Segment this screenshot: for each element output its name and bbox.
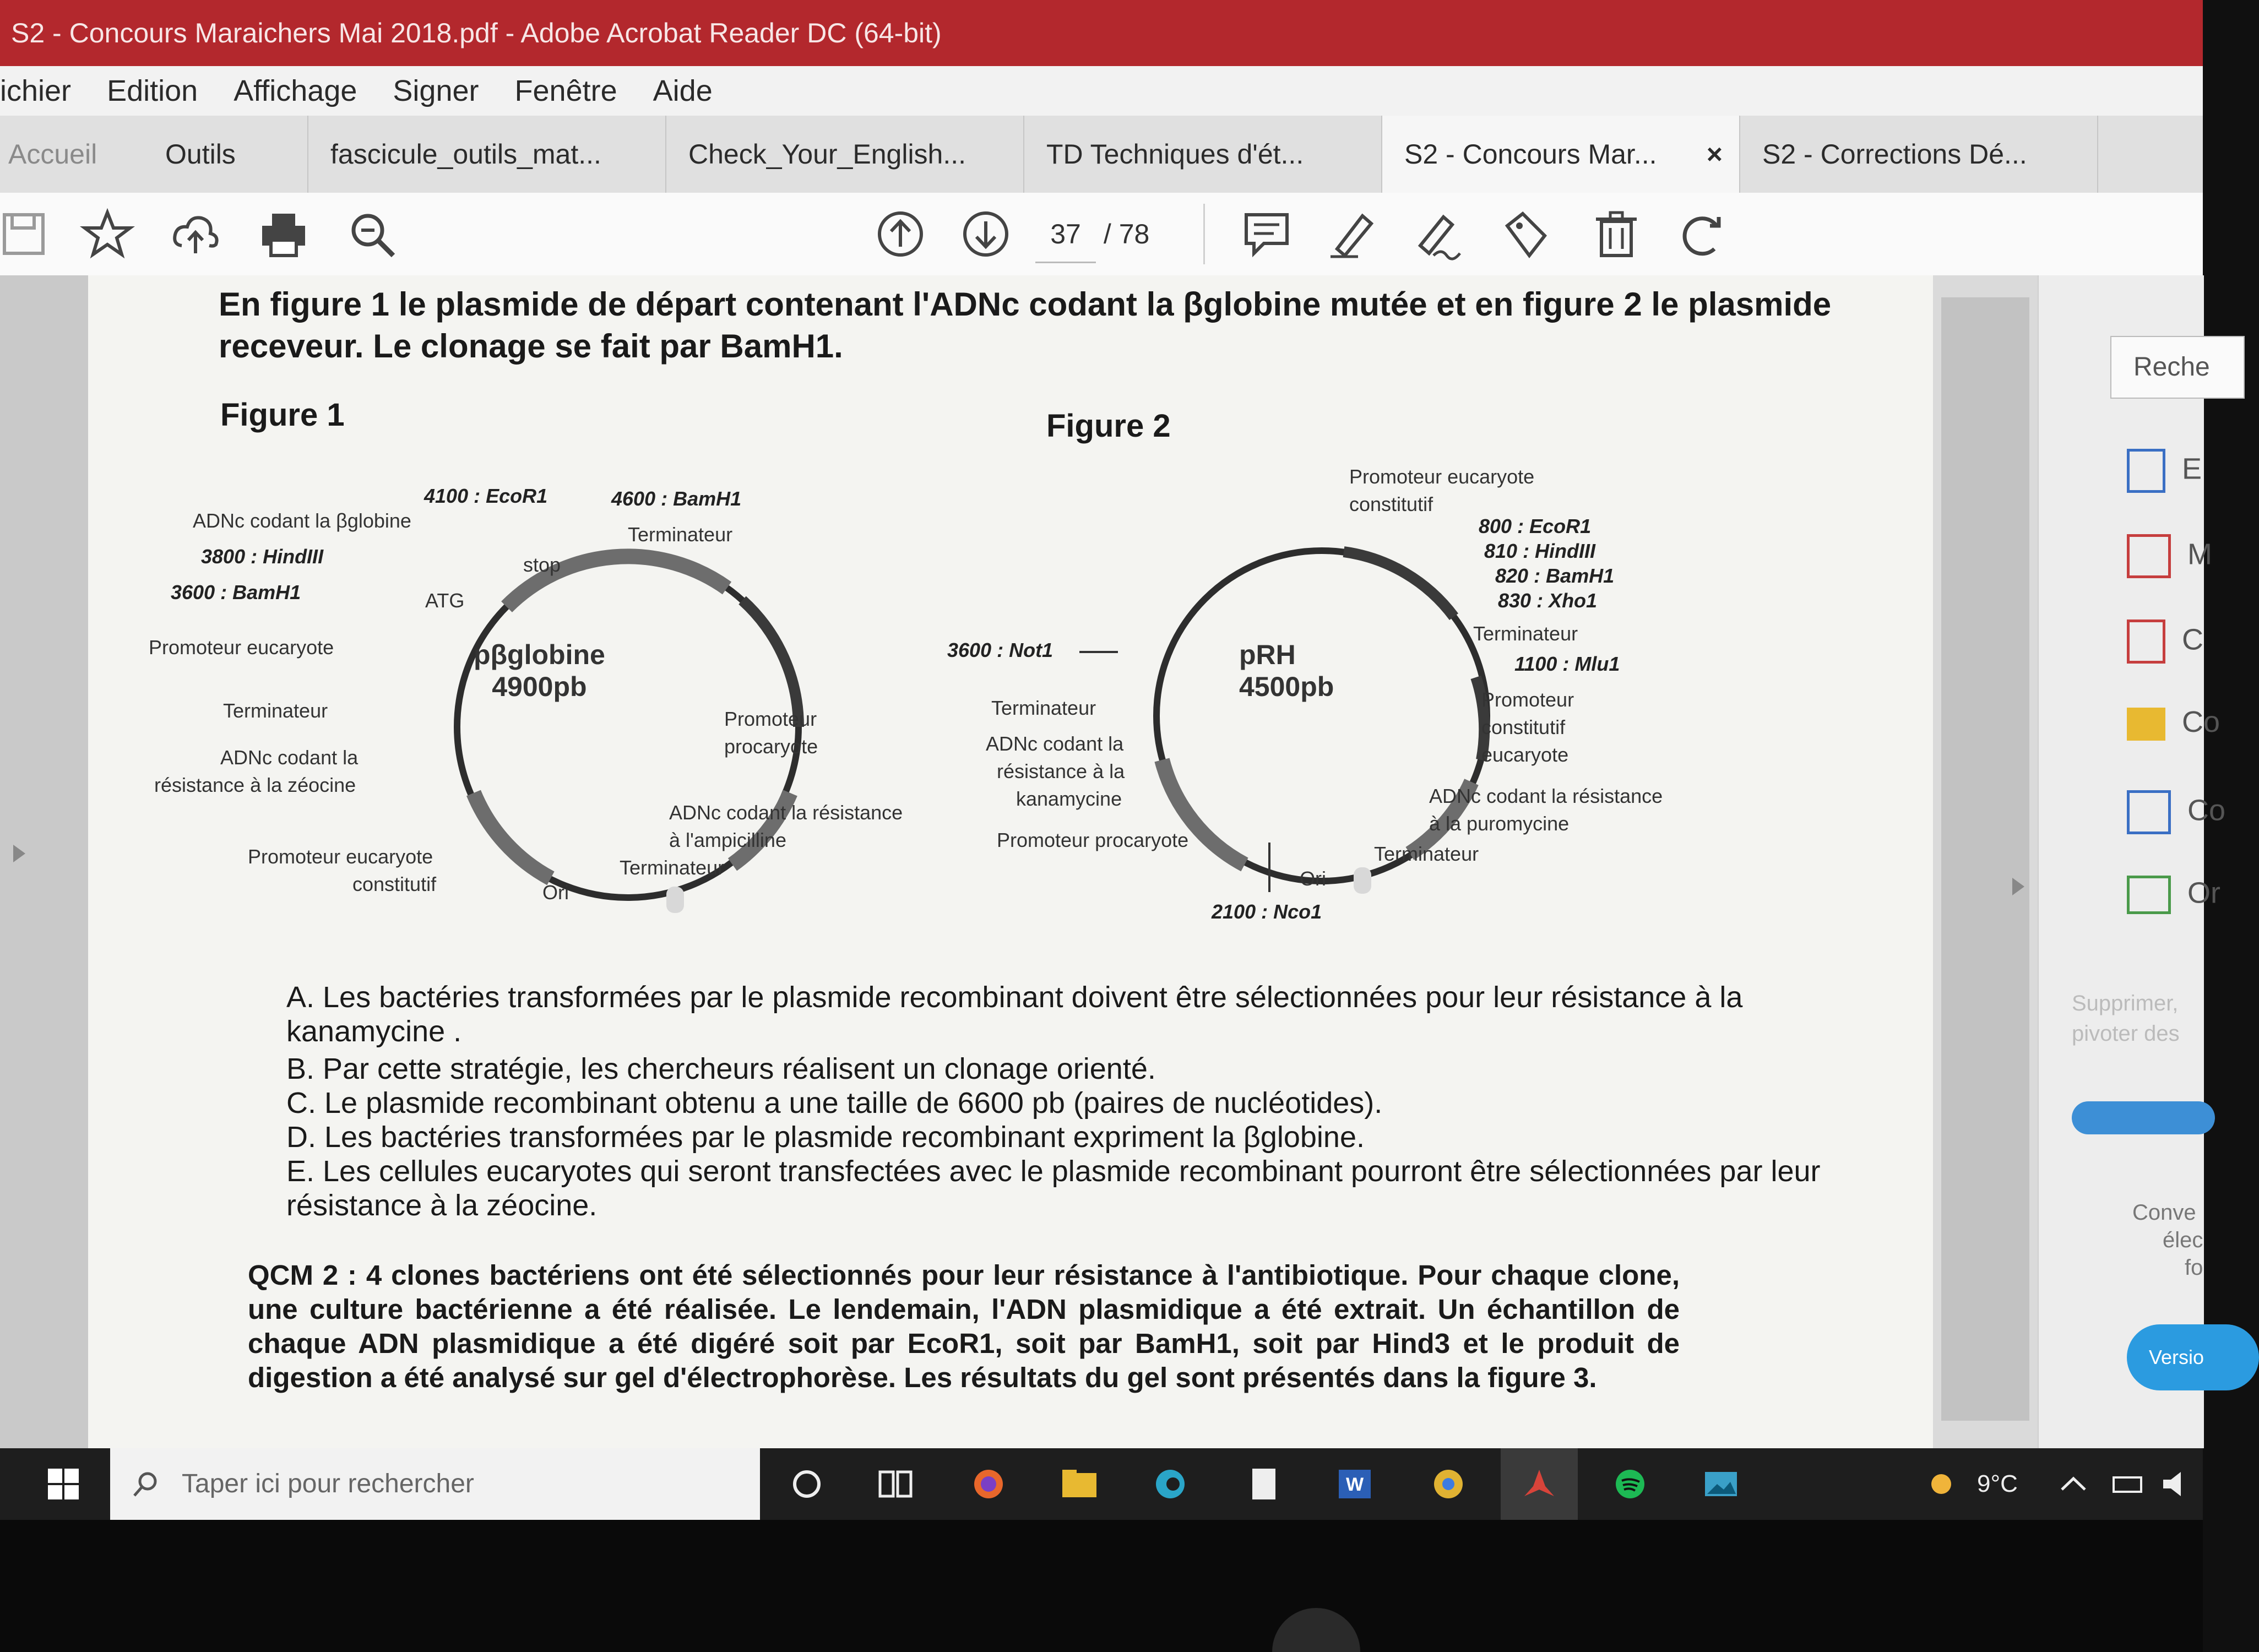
- hp-logo-icon: [1267, 1608, 1366, 1652]
- option-b: B. Par cette stratégie, les chercheurs réalisent un clonage orienté.: [286, 1052, 1156, 1085]
- window-title: S2 - Concours Maraichers Mai 2018.pdf - Adobe Acrobat Reader DC (64-bit): [0, 0, 2203, 66]
- tab-bar: [0, 116, 2203, 194]
- word-icon[interactable]: [1335, 1468, 1374, 1501]
- label-adnc-zeocine-2: résistance à la zéocine: [154, 774, 356, 796]
- option-e: E. Les cellules eucaryotes qui seront transfectées avec le plasmide recombinant pourront être sélectionnées par leur résistance à la zéocine.: [286, 1155, 1821, 1222]
- tab-outils[interactable]: Outils: [143, 116, 308, 193]
- hint-line-2: pivoter des: [2072, 1021, 2180, 1046]
- site-ecor1: 4100 : EcoR1: [424, 485, 548, 507]
- option-d: D. Les bactéries transformées par le plasmide recombinant expriment la βglobine.: [286, 1121, 1365, 1154]
- convert-line-3: fo: [2185, 1256, 2203, 1280]
- intro-text: En figure 1 le plasmide de départ contenant l'ADNc codant la βglobine mutée et en figure 2 le plasmide receveur. Le clonage se fait par BamH1.: [219, 286, 1832, 365]
- site-bamh1-top: 4600 : BamH1: [611, 487, 742, 510]
- expand-left-icon[interactable]: [11, 843, 28, 865]
- figure-1-title: Figure 1: [220, 397, 345, 433]
- label-terminateur-left: Terminateur: [223, 699, 328, 722]
- export-pdf-icon: [2127, 449, 2165, 493]
- combine-icon: [2127, 790, 2171, 834]
- zoom-icon[interactable]: [347, 209, 397, 259]
- menu-aide[interactable]: Aide: [653, 74, 713, 107]
- plasmid-1-size: 4900pb: [492, 671, 587, 702]
- print-icon[interactable]: [259, 209, 308, 259]
- svg-text:W: W: [1345, 1474, 1364, 1495]
- battery-icon[interactable]: [2109, 1468, 2148, 1501]
- file-explorer-icon[interactable]: [1060, 1468, 1099, 1501]
- taskbar: [0, 1448, 2203, 1520]
- cortana-icon[interactable]: [788, 1468, 826, 1501]
- tab-doc-check-english[interactable]: Check_Your_English...: [666, 116, 1024, 193]
- label-adnc-ampicilline-1: ADNc codant la résistance: [669, 801, 903, 824]
- spotify-icon[interactable]: [1611, 1468, 1649, 1501]
- tab-doc-concours[interactable]: [1382, 116, 1740, 193]
- site-bamh1: 820 : BamH1: [1495, 564, 1615, 587]
- taskbar-search-placeholder: Taper ici pour rechercher: [182, 1469, 474, 1498]
- segment-zeocine: [474, 793, 551, 878]
- qcm2-text: QCM 2 : 4 clones bactériens ont été sélectionnés pour leur résistance à l'antibiotique. Pour chaque clone, une culture bactérienne a été réalisée. Le lendemain, l'ADN plasmidique a été extrait. Un échantillon de chaque ADN plasmidique a été digéré soit par EcoR1, soit par BamH1, soit par Hind3 et le produit de digestion a été analysé sur gel d'électrophorèse. Les résultats du gel sont présentés dans la figure 3.: [248, 1259, 1680, 1393]
- label-atg: ATG: [425, 589, 465, 612]
- acrobat-icon: [1520, 1468, 1559, 1501]
- plasmid-2-name: pRH: [1239, 639, 1296, 670]
- menu-edition[interactable]: Edition: [107, 74, 198, 107]
- segment-promoteur-constitutif: [1344, 552, 1454, 617]
- label-terminateur-r1: Terminateur: [1473, 622, 1578, 645]
- pdf-page: [88, 275, 1933, 1448]
- label-ori-2: Ori: [1300, 867, 1326, 890]
- organize-icon: [2127, 534, 2171, 578]
- tool-item-5-label: Co: [2187, 794, 2226, 827]
- page-indicator: [1035, 206, 1201, 262]
- expand-right-icon[interactable]: [2010, 876, 2027, 898]
- label-ori-1: Ori: [542, 881, 569, 904]
- create-pdf-icon: [2127, 620, 2165, 664]
- toolbar: [0, 193, 2203, 276]
- label-adnc-kanamycine-1: ADNc codant la: [986, 732, 1124, 755]
- rotate-icon[interactable]: [1677, 209, 1726, 259]
- tools-pane: [2038, 275, 2226, 1448]
- plasmid-1-name: pβglobine: [474, 639, 605, 670]
- volume-icon[interactable]: [2159, 1468, 2197, 1501]
- label-adnc-puromycine-1: ADNc codant la résistance: [1429, 785, 1663, 807]
- highlight-pen-icon[interactable]: [1327, 209, 1377, 259]
- page-down-icon[interactable]: [961, 209, 1011, 259]
- close-icon[interactable]: ×: [1706, 139, 1723, 170]
- label-adnc-ampicilline-2: à l'ampicilline: [669, 829, 786, 851]
- firefox-icon[interactable]: [969, 1468, 1008, 1501]
- left-gutter: [0, 275, 88, 1448]
- action-button[interactable]: [2072, 1101, 2215, 1134]
- label-terminateur-r2: Terminateur: [1374, 843, 1479, 865]
- site-not1: 3600 : Not1: [947, 639, 1054, 661]
- sign-icon[interactable]: [1413, 209, 1462, 259]
- label-prom-euc-const-2: constitutif: [352, 873, 437, 895]
- site-ecor1: 800 : EcoR1: [1479, 515, 1592, 537]
- chrome-icon[interactable]: [1429, 1468, 1468, 1501]
- convert-line-1: Conve: [2132, 1200, 2196, 1225]
- trash-icon[interactable]: [1592, 209, 1641, 259]
- label-adnc-bglobine: ADNc codant la βglobine: [193, 509, 411, 532]
- label-adnc-zeocine-1: ADNc codant la: [220, 746, 359, 769]
- site-nco1: 2100 : Nco1: [1212, 900, 1322, 923]
- tab-doc-td-techniques[interactable]: TD Techniques d'ét...: [1024, 116, 1382, 193]
- label-prom-const-3: eucaryote: [1481, 743, 1569, 766]
- tool-item-6[interactable]: [2127, 876, 2220, 914]
- star-icon[interactable]: [83, 209, 132, 259]
- menu-bar: [0, 66, 2203, 116]
- acrobat-taskbar-button[interactable]: [1501, 1448, 1578, 1523]
- scrollbar-thumb[interactable]: [1941, 297, 2029, 1421]
- site-bamh1-left: 3600 : BamH1: [171, 581, 301, 604]
- save-icon[interactable]: [0, 209, 50, 259]
- option-c: C. Le plasmide recombinant obtenu a une taille de 6600 pb (paires de nucléotides).: [286, 1086, 1383, 1120]
- convert-line-2: élec: [2163, 1228, 2203, 1252]
- stamp-edit-icon[interactable]: [1501, 209, 1550, 259]
- tool-item-3[interactable]: [2127, 620, 2203, 664]
- menu-fenetre[interactable]: Fenêtre: [514, 74, 617, 107]
- weather-sun-icon: [1922, 1468, 1961, 1501]
- tool-item-1-label: E: [2182, 452, 2202, 486]
- search-icon: [132, 1470, 160, 1498]
- tab-doc-corrections[interactable]: S2 - Corrections Dé...: [1740, 116, 2098, 193]
- tab-label: S2 - Concours Mar...: [1404, 139, 1657, 170]
- toolbar-divider: [1203, 204, 1205, 264]
- tab-doc-fascicule[interactable]: fascicule_outils_mat...: [308, 116, 666, 193]
- plasmid-2-label: [1239, 639, 1334, 703]
- label-promoteur-eucaryote: Promoteur eucaryote: [149, 636, 334, 659]
- version-button[interactable]: Versio: [2127, 1324, 2259, 1390]
- label-promoteur-procaryote-1: Promoteur: [724, 708, 817, 730]
- search-tools-input[interactable]: Reche: [2110, 336, 2245, 399]
- plasmid-1-label: [474, 639, 605, 703]
- label-prom-euc-const-1: Promoteur eucaryote: [248, 845, 433, 868]
- tool-item-3-label: C: [2182, 623, 2203, 656]
- label-adnc-kanamycine-3: kanamycine: [1016, 787, 1122, 810]
- arrow-nco1: [1268, 843, 1270, 892]
- site-mlu1: 1100 : Mlu1: [1514, 653, 1620, 675]
- weather-temperature: 9°C: [1977, 1470, 2018, 1497]
- tab-accueil[interactable]: Accueil: [8, 139, 97, 170]
- tool-item-4-label: Co: [2182, 705, 2220, 738]
- optimize-icon: [2127, 876, 2171, 914]
- page-number-input[interactable]: 37: [1035, 206, 1096, 263]
- label-prom-euc-const-2: constitutif: [1349, 493, 1433, 515]
- tool-item-5[interactable]: [2127, 790, 2225, 834]
- label-adnc-puromycine-2: à la puromycine: [1429, 812, 1570, 835]
- site-hind3: 810 : HindIII: [1484, 540, 1596, 562]
- hint-line-1: Supprimer,: [2072, 991, 2179, 1015]
- tool-item-1[interactable]: [2127, 449, 2202, 493]
- ori-marker: [666, 887, 684, 913]
- page-up-icon[interactable]: [876, 209, 925, 259]
- label-terminateur-l: Terminateur: [991, 697, 1096, 719]
- ori-marker: [1354, 867, 1371, 894]
- label-adnc-kanamycine-2: résistance à la: [997, 760, 1125, 782]
- task-view-icon[interactable]: [876, 1468, 914, 1501]
- menu-signer[interactable]: Signer: [393, 74, 479, 107]
- notepad-icon[interactable]: [1245, 1468, 1283, 1501]
- label-terminateur-bottom: Terminateur: [620, 856, 725, 879]
- label-prom-const-2: constitutif: [1481, 716, 1566, 738]
- tool-item-2[interactable]: [2127, 534, 2212, 578]
- menu-fichier[interactable]: ichier: [0, 74, 72, 107]
- label-prom-const-1: Promoteur: [1481, 688, 1574, 711]
- site-hind3: 3800 : HindIII: [201, 545, 324, 568]
- taskbar-search[interactable]: [110, 1448, 760, 1520]
- comment-tool-icon: [2127, 708, 2165, 741]
- label-stop: stop: [523, 553, 561, 576]
- page-total: / 78: [1103, 219, 1150, 249]
- comment-icon[interactable]: [1242, 209, 1291, 259]
- label-promoteur-procaryote: Promoteur procaryote: [997, 829, 1189, 851]
- label-terminateur-top: Terminateur: [628, 523, 733, 546]
- photos-icon[interactable]: [1702, 1468, 1740, 1501]
- windows-start-icon[interactable]: [47, 1468, 80, 1501]
- menu-affichage[interactable]: Affichage: [233, 74, 357, 107]
- laptop-bezel: [0, 1520, 2203, 1652]
- tool-item-4[interactable]: [2127, 705, 2220, 741]
- label-promoteur-procaryote-2: procaryote: [724, 735, 818, 758]
- tool-item-2-label: M: [2187, 537, 2212, 571]
- label-prom-euc-const-1: Promoteur eucaryote: [1349, 465, 1535, 488]
- option-a: A. Les bactéries transformées par le plasmide recombinant doivent être sélectionnées pour leur résistance à la kanamycine .: [286, 981, 1743, 1048]
- chevron-up-icon[interactable]: [2054, 1468, 2093, 1501]
- edge-icon[interactable]: [1151, 1468, 1190, 1501]
- site-xho1: 830 : Xho1: [1498, 589, 1598, 612]
- plasmid-2-size: 4500pb: [1239, 671, 1334, 702]
- cloud-upload-icon[interactable]: [171, 209, 220, 259]
- tool-item-6-label: Or: [2187, 876, 2220, 910]
- arrow-not1: [1079, 651, 1118, 653]
- figure-2-title: Figure 2: [1046, 408, 1171, 444]
